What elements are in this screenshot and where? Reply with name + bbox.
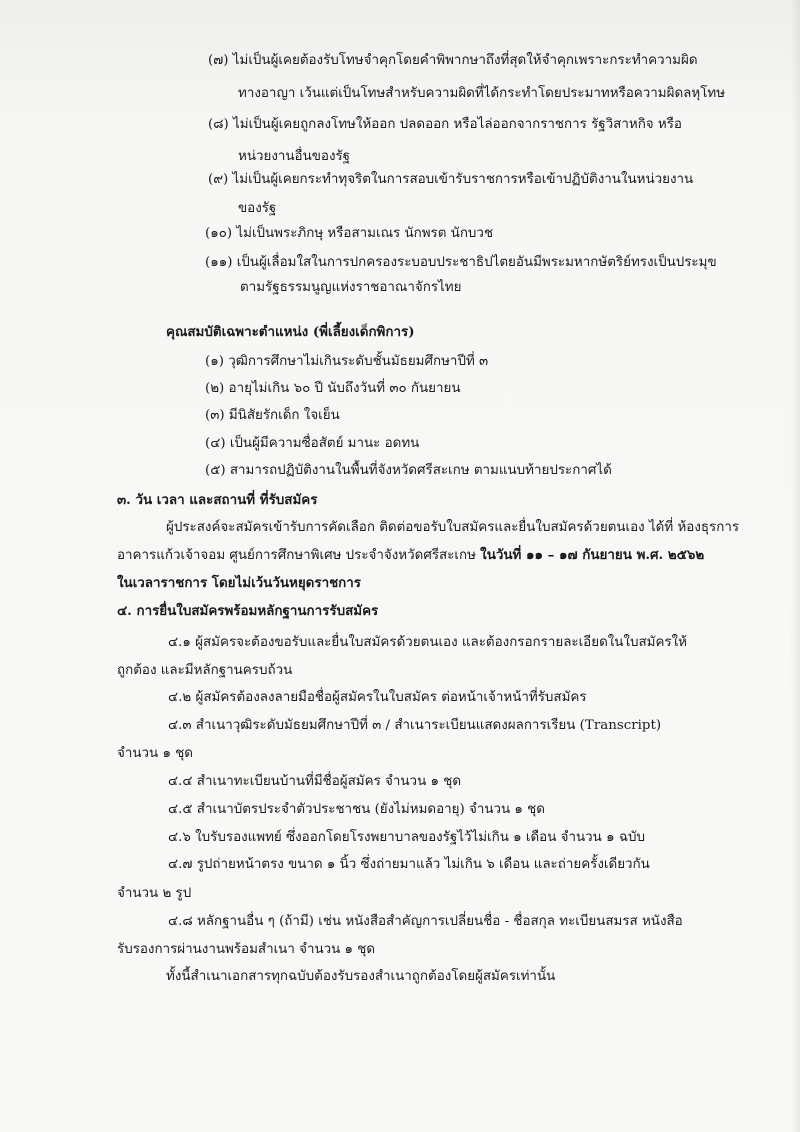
section-3-line-2 [117,546,704,565]
qualification-item-11 [205,254,717,272]
qualification-item-8 [208,116,682,134]
section-4-item-6: ๔.๖ ใบรับรองแพทย์ ซึ่งออกโดยโรงพยาบาลของรัฐไว้ไม่เกิน ๑ เดือน จำนวน ๑ ฉบับ [168,830,645,845]
item-text: เป็นผู้เลื่อมใสในการปกครองระบอบประชาธิปไตยอันมีพระมหากษัตริย์ทรงเป็นประมุข [236,255,717,270]
item-label: (๑๐) [205,226,233,241]
page-edge-shadow [790,0,800,1132]
section-4-footer-note: ทั้งนี้สำเนาเอกสารทุกฉบับต้องรับรองสำเนาถูกต้องโดยผู้สมัครเท่านั้น [166,969,556,984]
section-4-item-3-cont: จำนวน ๑ ชุด [117,746,193,761]
section-4-item-1-cont: ถูกต้อง และมีหลักฐานครบถ้วน [117,663,293,678]
section-3-heading: ๓. วัน เวลา และสถานที่ ที่รับสมัคร [117,492,318,508]
qualification-item-9 [208,171,693,189]
item-label: (๗) [208,53,229,68]
item-text: ไม่เป็นผู้เคยต้องรับโทษจำคุกโดยคำพิพากษาถึงที่สุดให้จำคุกเพราะกระทำความผิด [232,53,698,68]
position-item-4: (๔) เป็นผู้มีความซื่อสัตย์ มานะ อดทน [205,436,420,451]
qualification-item-7-cont: ทางอาญา เว้นแต่เป็นโทษสำหรับความผิดที่ได้กระทำโดยประมาทหรือความผิดลหุโทษ [238,86,726,101]
position-qualifications-heading: คุณสมบัติเฉพาะตำแหน่ง (พี่เลี้ยงเด็กพิการ) [166,324,415,340]
section-4-item-2: ๔.๒ ผู้สมัครต้องลงลายมือชื่อผู้สมัครในใบสมัคร ต่อหน้าเจ้าหน้าที่รับสมัคร [168,690,587,705]
item-label: (๑๑) [205,255,233,270]
section-4-item-7-cont: จำนวน ๒ รูป [117,886,192,901]
section-3-line-3: ในเวลาราชการ โดยไม่เว้นวันหยุดราชการ [117,575,361,591]
qualification-item-10 [205,225,493,243]
position-item-3: (๓) มีนิสัยรักเด็ก ใจเย็น [205,408,340,423]
section-4-item-5: ๔.๕ สำเนาบัตรประจำตัวประชาชน (ยังไม่หมดอายุ) จำนวน ๑ ชุด [168,802,545,817]
application-location: อาคารแก้วเจ้าจอม ศูนย์การศึกษาพิเศษ ประจำจังหวัดศรีสะเกษ [117,548,481,563]
section-4-item-3: ๔.๓ สำเนาวุฒิระดับมัธยมศึกษาปีที่ ๓ / สำเนาระเบียนแสดงผลการเรียน (Transcript) [168,718,662,733]
item-text: ไม่เป็นพระภิกษุ หรือสามเณร นักพรต นักบวช [236,226,494,241]
section-4-item-8: ๔.๘ หลักฐานอื่น ๆ (ถ้ามี) เช่น หนังสือสำคัญการเปลี่ยนชื่อ - ชื่อสกุล ทะเบียนสมรส หนังสือ [168,914,683,929]
qualification-item-9-cont: ของรัฐ [238,201,277,216]
section-4-item-8-cont: รับรองการผ่านงานพร้อมสำเนา จำนวน ๑ ชุด [117,942,376,957]
section-4-item-1: ๔.๑ ผู้สมัครจะต้องขอรับและยื่นใบสมัครด้วยตนเอง และต้องกรอกรายละเอียดในใบสมัครให้ [168,635,688,650]
position-item-2: (๒) อายุไม่เกิน ๖๐ ปี นับถึงวันที่ ๓๐ กันยายน [205,381,461,396]
section-4-item-7: ๔.๗ รูปถ่ายหน้าตรง ขนาด ๑ นิ้ว ซึ่งถ่ายมาแล้ว ไม่เกิน ๖ เดือน และถ่ายครั้งเดียวกัน [168,857,650,872]
section-4-item-4: ๔.๔ สำเนาทะเบียนบ้านที่มีชื่อผู้สมัคร จำนวน ๑ ชุด [168,774,462,789]
item-text: ไม่เป็นผู้เคยถูกลงโทษให้ออก ปลดออก หรือไล่ออกจากราชการ รัฐวิสาหกิจ หรือ [233,117,682,132]
item-label: (๙) [208,172,229,187]
position-item-5: (๕) สามารถปฏิบัติงานในพื้นที่จังหวัดศรีสะเกษ ตามแนบท้ายประกาศได้ [205,463,612,478]
item-text: ไม่เป็นผู้เคยกระทำทุจริตในการสอบเข้ารับราชการหรือเข้าปฏิบัติงานในหน่วยงาน [232,172,694,187]
item-label: (๘) [208,117,229,132]
section-4-heading: ๔. การยื่นใบสมัครพร้อมหลักฐานการรับสมัคร [117,603,379,619]
qualification-item-8-cont: หน่วยงานอื่นของรัฐ [238,149,351,164]
position-item-1: (๑) วุฒิการศึกษาไม่เกินระดับชั้นมัธยมศึกษาปีที่ ๓ [205,354,489,369]
qualification-item-7 [208,52,698,70]
application-dates: ในวันที่ ๑๑ – ๑๗ กันยายน พ.ศ. ๒๕๖๒ [480,547,705,563]
section-3-line-1: ผู้ประสงค์จะสมัครเข้ารับการคัดเลือก ติดต่อขอรับใบสมัครและยื่นใบสมัครด้วยตนเอง ได้ที่ ห้องธุรการ [166,520,740,535]
qualification-item-11-cont: ตามรัฐธรรมนูญแห่งราชอาณาจักรไทย [240,280,462,295]
